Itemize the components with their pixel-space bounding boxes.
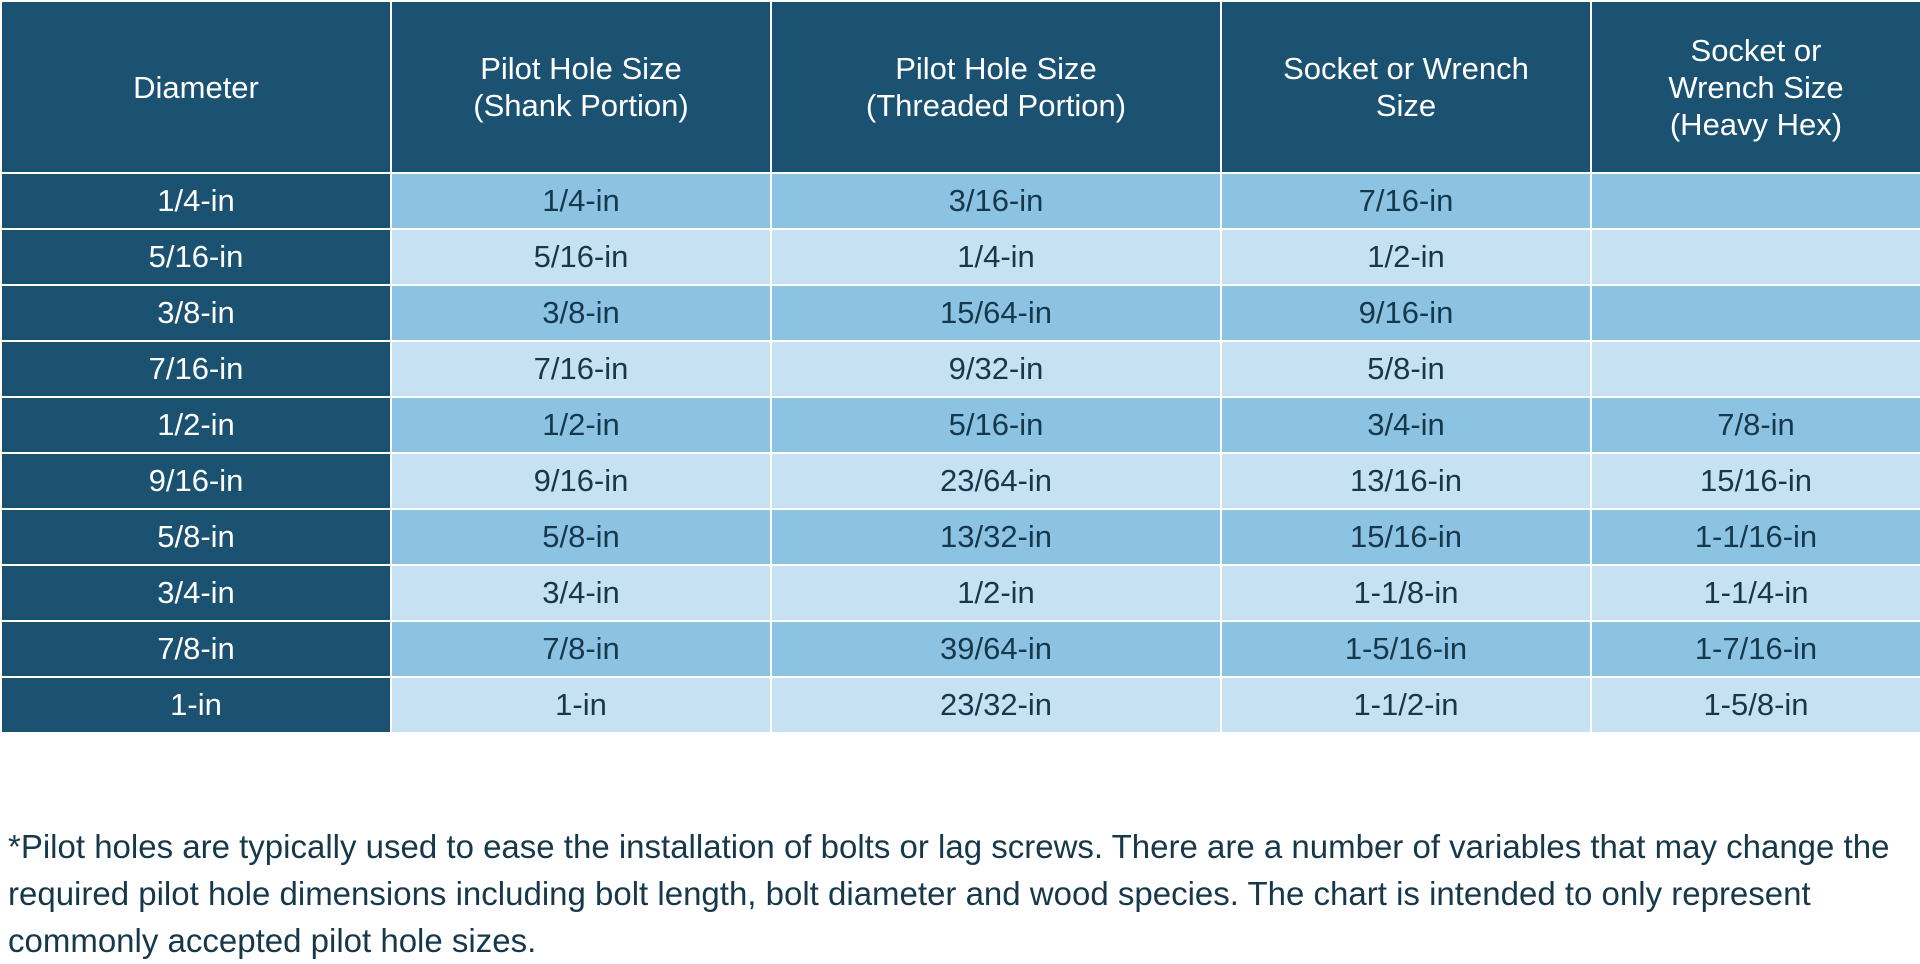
- threaded-pilot-cell: 23/64-in: [771, 453, 1221, 509]
- socket-wrench-cell: 7/16-in: [1221, 173, 1591, 229]
- shank-pilot-cell: 7/16-in: [391, 341, 771, 397]
- heavy-hex-cell: 1-1/16-in: [1591, 509, 1920, 565]
- heavy-hex-cell: 1-1/4-in: [1591, 565, 1920, 621]
- heavy-hex-cell: [1591, 173, 1920, 229]
- socket-wrench-cell: 13/16-in: [1221, 453, 1591, 509]
- diameter-cell: 3/8-in: [1, 285, 391, 341]
- table-row: [1, 509, 1920, 565]
- heavy-hex-cell: 1-5/8-in: [1591, 677, 1920, 733]
- heavy-hex-cell: [1591, 341, 1920, 397]
- header-line: (Shank Portion): [473, 88, 689, 123]
- threaded-pilot-cell: 9/32-in: [771, 341, 1221, 397]
- shank-pilot-cell: 1/2-in: [391, 397, 771, 453]
- column-header-diameter: [1, 1, 391, 173]
- threaded-pilot-cell: 39/64-in: [771, 621, 1221, 677]
- table-row: [1, 229, 1920, 285]
- table-row: [1, 677, 1920, 733]
- header-line: (Heavy Hex): [1669, 106, 1843, 142]
- table-header: [1, 1, 1920, 173]
- table-row: [1, 173, 1920, 229]
- shank-pilot-cell: 7/8-in: [391, 621, 771, 677]
- header-line: Size: [1375, 88, 1437, 123]
- heavy-hex-cell: 1-7/16-in: [1591, 621, 1920, 677]
- header-line: Pilot Hole Size: [480, 51, 682, 86]
- column-header-pilot-hole-shank: [391, 1, 771, 173]
- diameter-cell: 5/8-in: [1, 509, 391, 565]
- table-row: [1, 397, 1920, 453]
- header-line: Socket or Wrench: [1283, 51, 1529, 86]
- column-header-socket-wrench-heavy-hex: [1591, 1, 1920, 173]
- threaded-pilot-cell: 15/64-in: [771, 285, 1221, 341]
- socket-wrench-cell: 9/16-in: [1221, 285, 1591, 341]
- diameter-cell: 1-in: [1, 677, 391, 733]
- diameter-cell: 5/16-in: [1, 229, 391, 285]
- header-line: (Threaded Portion): [865, 88, 1127, 123]
- socket-wrench-cell: 5/8-in: [1221, 341, 1591, 397]
- socket-wrench-cell: 1-5/16-in: [1221, 621, 1591, 677]
- table-row: [1, 453, 1920, 509]
- footnote-text: *Pilot holes are typically used to ease the installation of bolts or lag screws. There are a number of variables that may change the required pilot hole dimensions including bolt length, bolt diameter and wood species. The chart is intended to only represent commonly accepted pilot hole sizes.: [8, 828, 1890, 959]
- shank-pilot-cell: 5/8-in: [391, 509, 771, 565]
- table-row: [1, 285, 1920, 341]
- header-line: Socket or: [1690, 32, 1822, 68]
- header-line: Diameter: [133, 69, 259, 105]
- heavy-hex-cell: 15/16-in: [1591, 453, 1920, 509]
- heavy-hex-cell: 7/8-in: [1591, 397, 1920, 453]
- column-header-socket-wrench: [1221, 1, 1591, 173]
- table-row: [1, 621, 1920, 677]
- threaded-pilot-cell: 1/4-in: [771, 229, 1221, 285]
- diameter-cell: 1/2-in: [1, 397, 391, 453]
- threaded-pilot-cell: 5/16-in: [771, 397, 1221, 453]
- shank-pilot-cell: 1-in: [391, 677, 771, 733]
- threaded-pilot-cell: 23/32-in: [771, 677, 1221, 733]
- column-header-pilot-hole-threaded: [771, 1, 1221, 173]
- diameter-cell: 9/16-in: [1, 453, 391, 509]
- heavy-hex-cell: [1591, 229, 1920, 285]
- shank-pilot-cell: 3/8-in: [391, 285, 771, 341]
- threaded-pilot-cell: 1/2-in: [771, 565, 1221, 621]
- header-row: [1, 1, 1920, 173]
- heavy-hex-cell: [1591, 285, 1920, 341]
- shank-pilot-cell: 1/4-in: [391, 173, 771, 229]
- table-body: [1, 173, 1920, 733]
- diameter-cell: 7/8-in: [1, 621, 391, 677]
- socket-wrench-cell: 1-1/2-in: [1221, 677, 1591, 733]
- diameter-cell: 3/4-in: [1, 565, 391, 621]
- socket-wrench-cell: 1-1/8-in: [1221, 565, 1591, 621]
- header-line: Pilot Hole Size: [895, 51, 1097, 86]
- table-row: [1, 341, 1920, 397]
- diameter-cell: 7/16-in: [1, 341, 391, 397]
- socket-wrench-cell: 3/4-in: [1221, 397, 1591, 453]
- socket-wrench-cell: 1/2-in: [1221, 229, 1591, 285]
- shank-pilot-cell: 5/16-in: [391, 229, 771, 285]
- threaded-pilot-cell: 13/32-in: [771, 509, 1221, 565]
- diameter-cell: 1/4-in: [1, 173, 391, 229]
- socket-wrench-cell: 15/16-in: [1221, 509, 1591, 565]
- table-row: [1, 565, 1920, 621]
- header-line: Wrench Size: [1668, 69, 1844, 105]
- threaded-pilot-cell: 3/16-in: [771, 173, 1221, 229]
- shank-pilot-cell: 9/16-in: [391, 453, 771, 509]
- shank-pilot-cell: 3/4-in: [391, 565, 771, 621]
